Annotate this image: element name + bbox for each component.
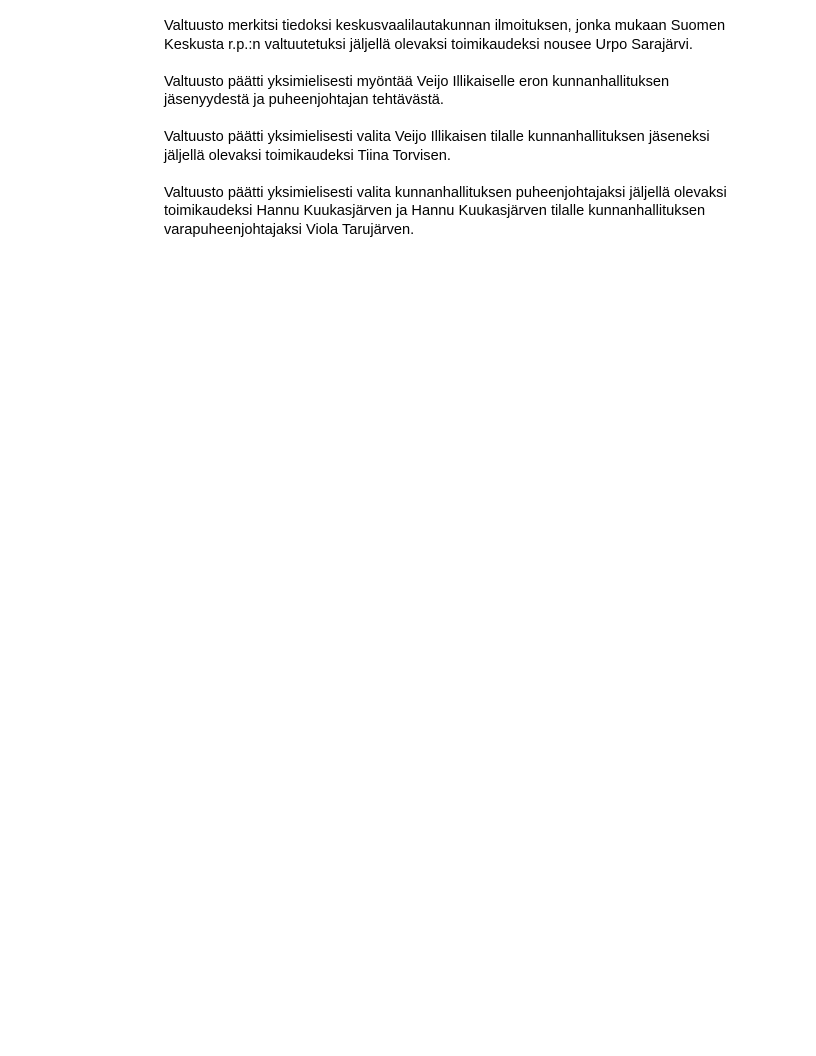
paragraph-1: Valtuusto merkitsi tiedoksi keskusvaalilautakunnan ilmoituksen, jonka mukaan Suomen Keskusta r.p.:n valtuutetuksi jäljellä olevaksi toimikaudeksi nousee Urpo Sarajärvi.	[164, 18, 726, 53]
document-body	[164, 17, 744, 258]
paragraph-4: Valtuusto päätti yksimielisesti valita kunnanhallituksen puheenjohtajaksi jäljellä olevaksi toimikaudeksi Hannu Kuukasjärven ja Hannu Kuukasjärven tilalle kunnanhallituksen varapuheenjohtajaksi Viola Tarujärven.	[164, 184, 727, 238]
paragraph-2: Valtuusto päätti yksimielisesti myöntää Veijo Illikaiselle eron kunnanhallituksen jäsenyydestä ja puheenjohtajan tehtävästä.	[164, 73, 670, 108]
paragraph-3: Valtuusto päätti yksimielisesti valita Veijo Illikaisen tilalle kunnanhallituksen jäseneksi jäljellä olevaksi toimikaudeksi Tiina Torvisen.	[164, 129, 710, 164]
